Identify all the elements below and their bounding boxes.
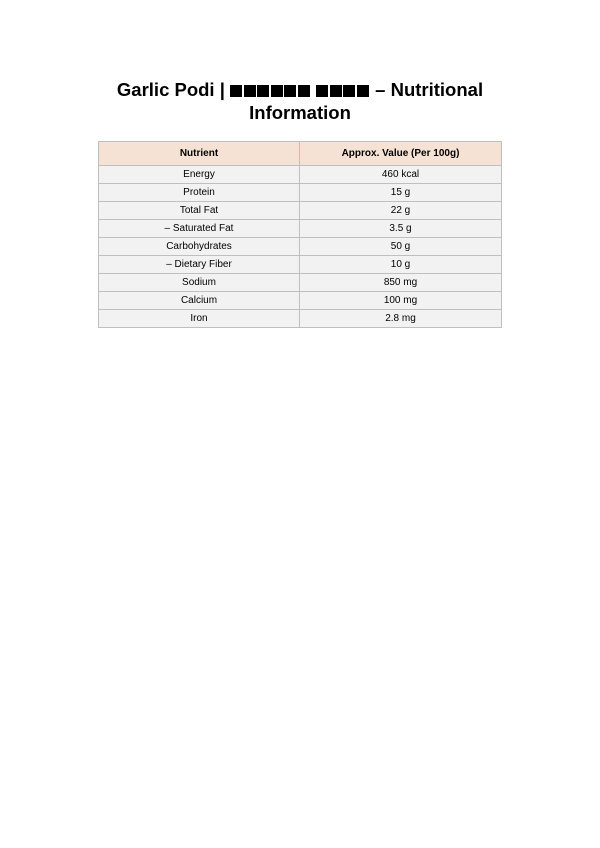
redacted-glyph	[298, 85, 310, 97]
value-cell: 10 g	[300, 256, 502, 274]
nutrient-cell: – Dietary Fiber	[99, 256, 300, 274]
title-prefix: Garlic Podi |	[116, 79, 225, 100]
header-nutrient: Nutrient	[99, 142, 300, 166]
redacted-glyph	[343, 85, 355, 97]
table-row	[99, 310, 502, 328]
value-cell: 3.5 g	[300, 220, 502, 238]
nutrient-cell: Protein	[99, 184, 300, 202]
value-cell: 460 kcal	[300, 166, 502, 184]
redacted-text	[230, 79, 370, 100]
value-cell: 850 mg	[300, 274, 502, 292]
value-cell: 50 g	[300, 238, 502, 256]
title-line2: Information	[249, 102, 351, 123]
nutrition-table	[98, 141, 502, 328]
redacted-glyph	[284, 85, 296, 97]
value-cell: 2.8 mg	[300, 310, 502, 328]
redacted-glyph	[271, 85, 283, 97]
nutrient-cell: Iron	[99, 310, 300, 328]
table-row	[99, 184, 502, 202]
table-header-row	[99, 142, 502, 166]
table-row	[99, 256, 502, 274]
redacted-glyph	[357, 85, 369, 97]
redacted-glyph	[230, 85, 242, 97]
header-value: Approx. Value (Per 100g)	[300, 142, 502, 166]
page-title	[60, 78, 540, 124]
value-cell: 22 g	[300, 202, 502, 220]
nutrient-cell: Carbohydrates	[99, 238, 300, 256]
table-row	[99, 202, 502, 220]
value-cell: 15 g	[300, 184, 502, 202]
nutrient-cell: Calcium	[99, 292, 300, 310]
table-row	[99, 220, 502, 238]
nutrient-cell: – Saturated Fat	[99, 220, 300, 238]
nutrient-cell: Total Fat	[99, 202, 300, 220]
value-cell: 100 mg	[300, 292, 502, 310]
redacted-glyph	[316, 85, 328, 97]
redacted-glyph	[244, 85, 256, 97]
table-row	[99, 292, 502, 310]
redacted-glyph	[257, 85, 269, 97]
table-row	[99, 274, 502, 292]
table-row	[99, 238, 502, 256]
nutrient-cell: Energy	[99, 166, 300, 184]
redacted-glyph	[330, 85, 342, 97]
title-suffix: – Nutritional	[375, 79, 484, 100]
nutrient-cell: Sodium	[99, 274, 300, 292]
table-row	[99, 166, 502, 184]
